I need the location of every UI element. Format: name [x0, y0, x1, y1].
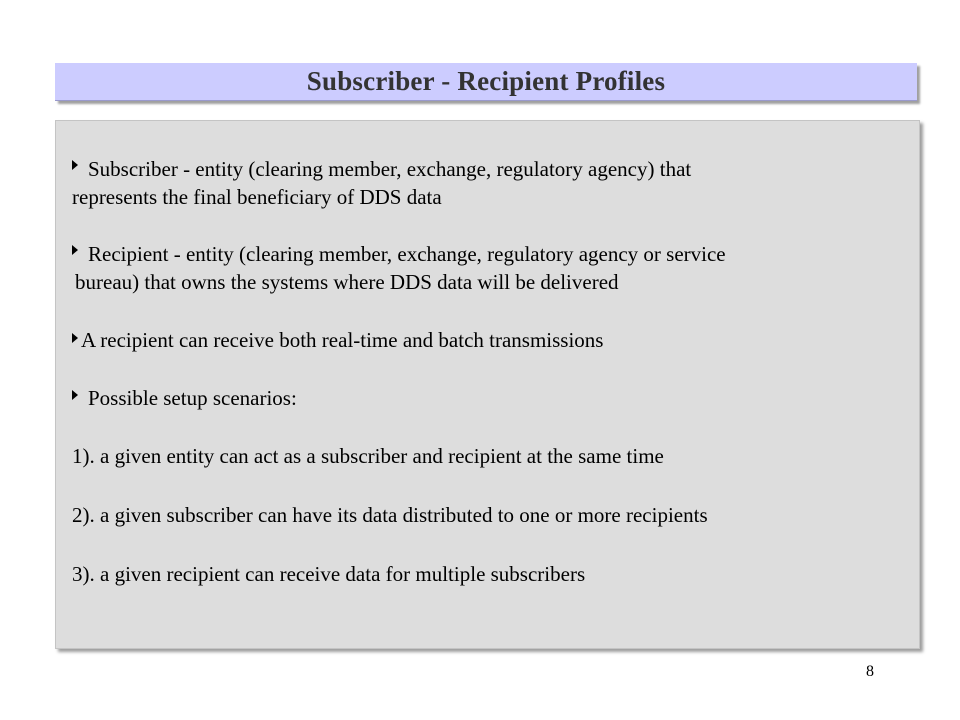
bullet-setup-scenarios: Possible setup scenarios: [88, 386, 297, 410]
bullet-subscriber-line1: Subscriber - entity (clearing member, exchange, regulatory agency) that [88, 157, 692, 181]
page-number: 8 [866, 663, 874, 680]
scenario-2: 2). a given subscriber can have its data distributed to one or more recipients [72, 503, 708, 527]
bullet-subscriber-line2: represents the final beneficiary of DDS data [72, 185, 442, 209]
bullet-icon [72, 160, 78, 170]
bullet-icon [72, 333, 78, 343]
bullet-recipient-line1: Recipient - entity (clearing member, exchange, regulatory agency or service [88, 242, 726, 266]
scenario-3: 3). a given recipient can receive data for multiple subscribers [72, 562, 586, 586]
bullet-icon [72, 390, 78, 400]
scenario-1: 1). a given entity can act as a subscriber and recipient at the same time [72, 444, 664, 468]
bullet-icon [72, 245, 78, 255]
bullet-transmissions: A recipient can receive both real-time and batch transmissions [81, 328, 604, 352]
title-bar [55, 63, 917, 101]
slide-title: Subscriber - Recipient Profiles [306, 66, 666, 96]
bullet-recipient-line2: bureau) that owns the systems where DDS data will be delivered [75, 270, 619, 294]
